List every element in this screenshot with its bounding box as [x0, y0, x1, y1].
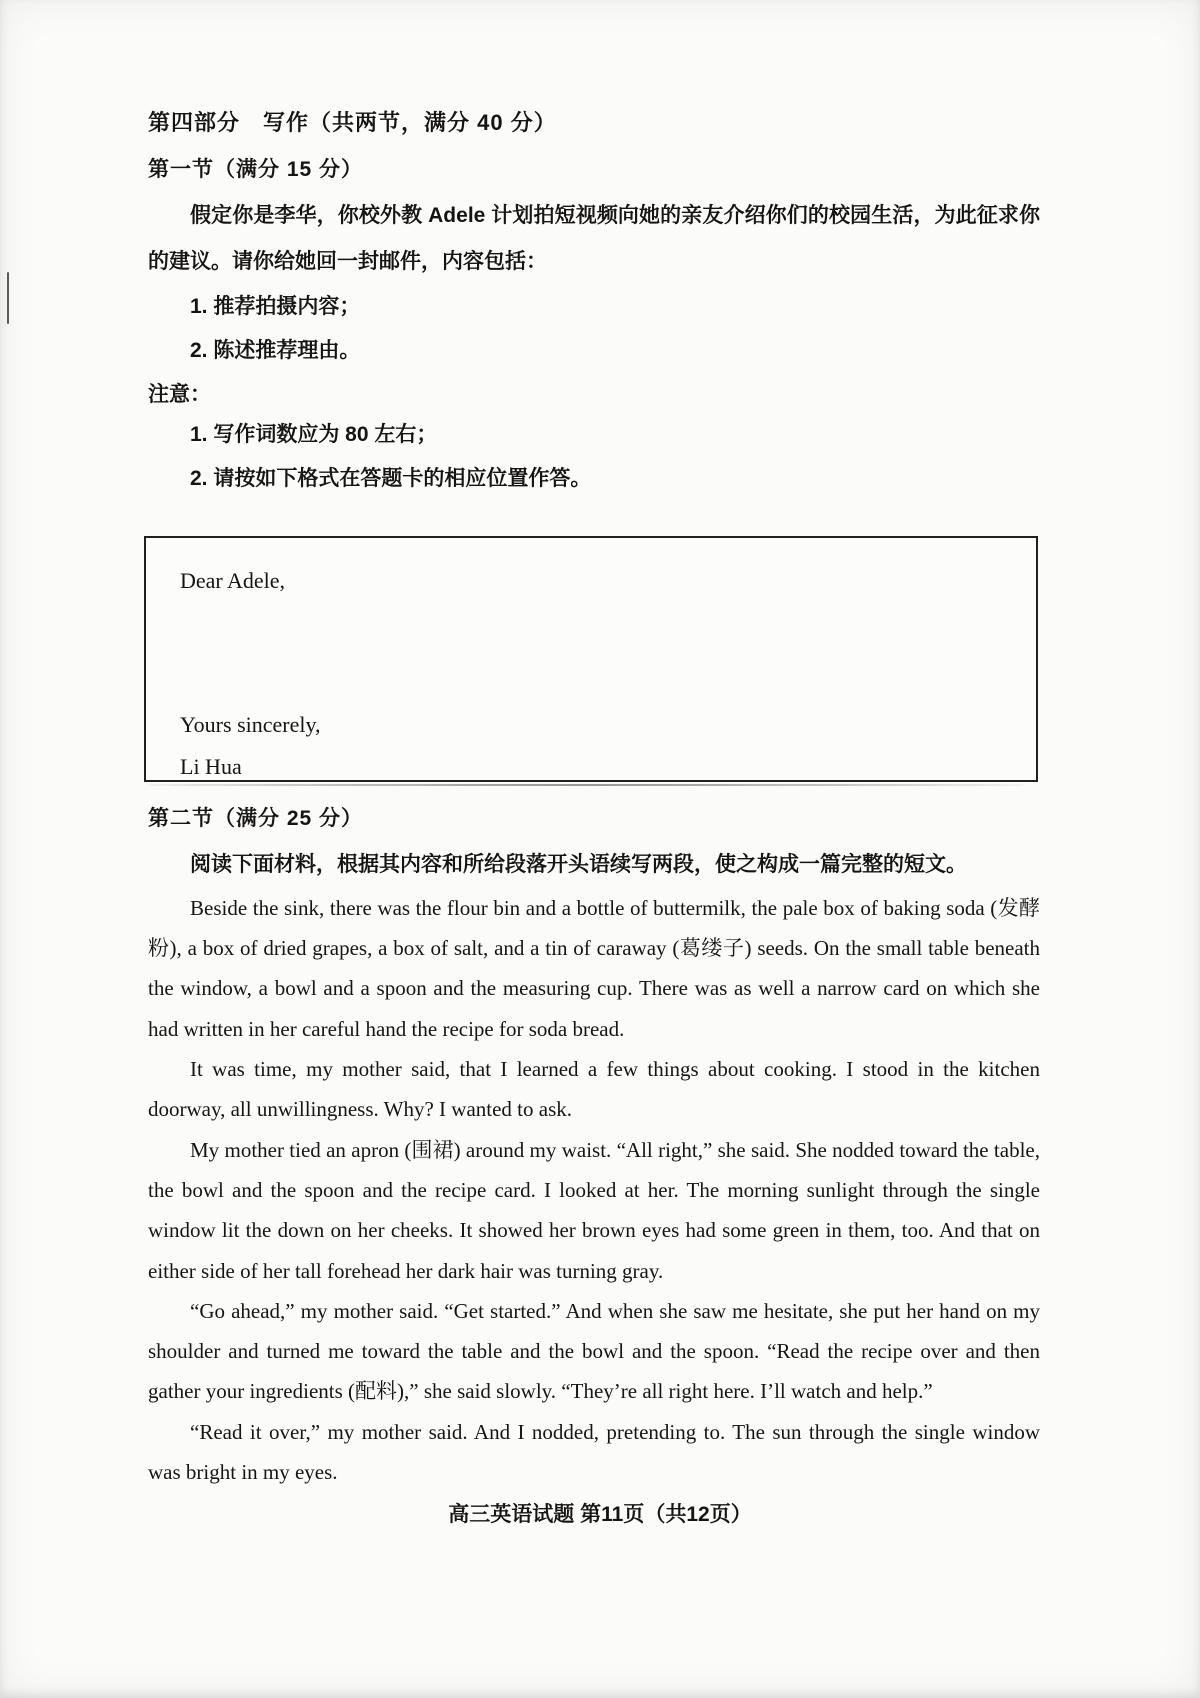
section1-prompt: 假定你是李华，你校外教 Adele 计划拍短视频向她的亲友介绍你们的校园生活，为此征求你的建议。请你给她回一封邮件，内容包括： [148, 204, 1040, 274]
page-footer: 高三英语试题 第11页（共12页） [448, 1503, 752, 1526]
story-paragraph-3: My mother tied an apron (围裙) around my waist. “All right,” she said. She nodded toward the table, the bowl and the spoon and the recipe card. I looked at her. The morning sunlight through the single window lit the down on her cheeks. It showed her brown eyes had some green in them, too. And that on either side of her tall forehead her dark hair was turning gray. [148, 1137, 1040, 1283]
section2-intro: 阅读下面材料，根据其内容和所给段落开头语续写两段，使之构成一篇完整的短文。 [190, 852, 967, 876]
story-paragraph-5: “Read it over,” my mother said. And I nodded, pretending to. The sun through the single window was bright in my eyes. [148, 1419, 1040, 1485]
note-item-1: 1. 写作词数应为 80 左右； [190, 423, 438, 447]
letter-salutation: Dear Adele, [180, 567, 286, 593]
section1-heading: 第一节（满分 15 分） [148, 158, 364, 181]
section1-notes [190, 413, 1040, 501]
point-item-1: 1. 推荐拍摄内容； [190, 295, 361, 319]
story-paragraph-2: It was time, my mother said, that I learned a few things about cooking. I stood in the kitchen doorway, all unwillingness. Why? I wanted to ask. [148, 1056, 1040, 1122]
scan-artifact-line [146, 784, 1026, 786]
answer-format-box [144, 536, 1038, 782]
section1-points [190, 285, 1040, 373]
notice-label: 注意： [148, 382, 211, 406]
story-paragraph-1: Beside the sink, there was the flour bin and a bottle of buttermilk, the pale box of baking soda (发酵粉), a box of dried grapes, a box of salt, and a tin of caraway (葛缕子) seeds. On the small table beneath the window, a bowl and a spoon and the measuring cup. There was as well a narrow card on which she had written in her careful hand the recipe for soda bread. [148, 895, 1040, 1041]
point-item-2: 2. 陈述推荐理由。 [190, 339, 361, 363]
note-item-2: 2. 请按如下格式在答题卡的相应位置作答。 [190, 467, 592, 491]
letter-closing: Yours sincerely, [180, 711, 321, 737]
letter-signature: Li Hua [180, 753, 242, 779]
section2-heading: 第二节（满分 25 分） [148, 806, 364, 830]
part-heading: 第四部分 写作（共两节，满分 40 分） [148, 110, 557, 135]
scan-artifact [7, 272, 9, 324]
story-paragraph-4: “Go ahead,” my mother said. “Get started.” And when she saw me hesitate, she put her hand on my shoulder and turned me toward the table and the bowl and the spoon. “Read the recipe over and then gather your ingredients (配料),” she said slowly. “They’re all right here. I’ll watch and help.” [148, 1298, 1040, 1404]
